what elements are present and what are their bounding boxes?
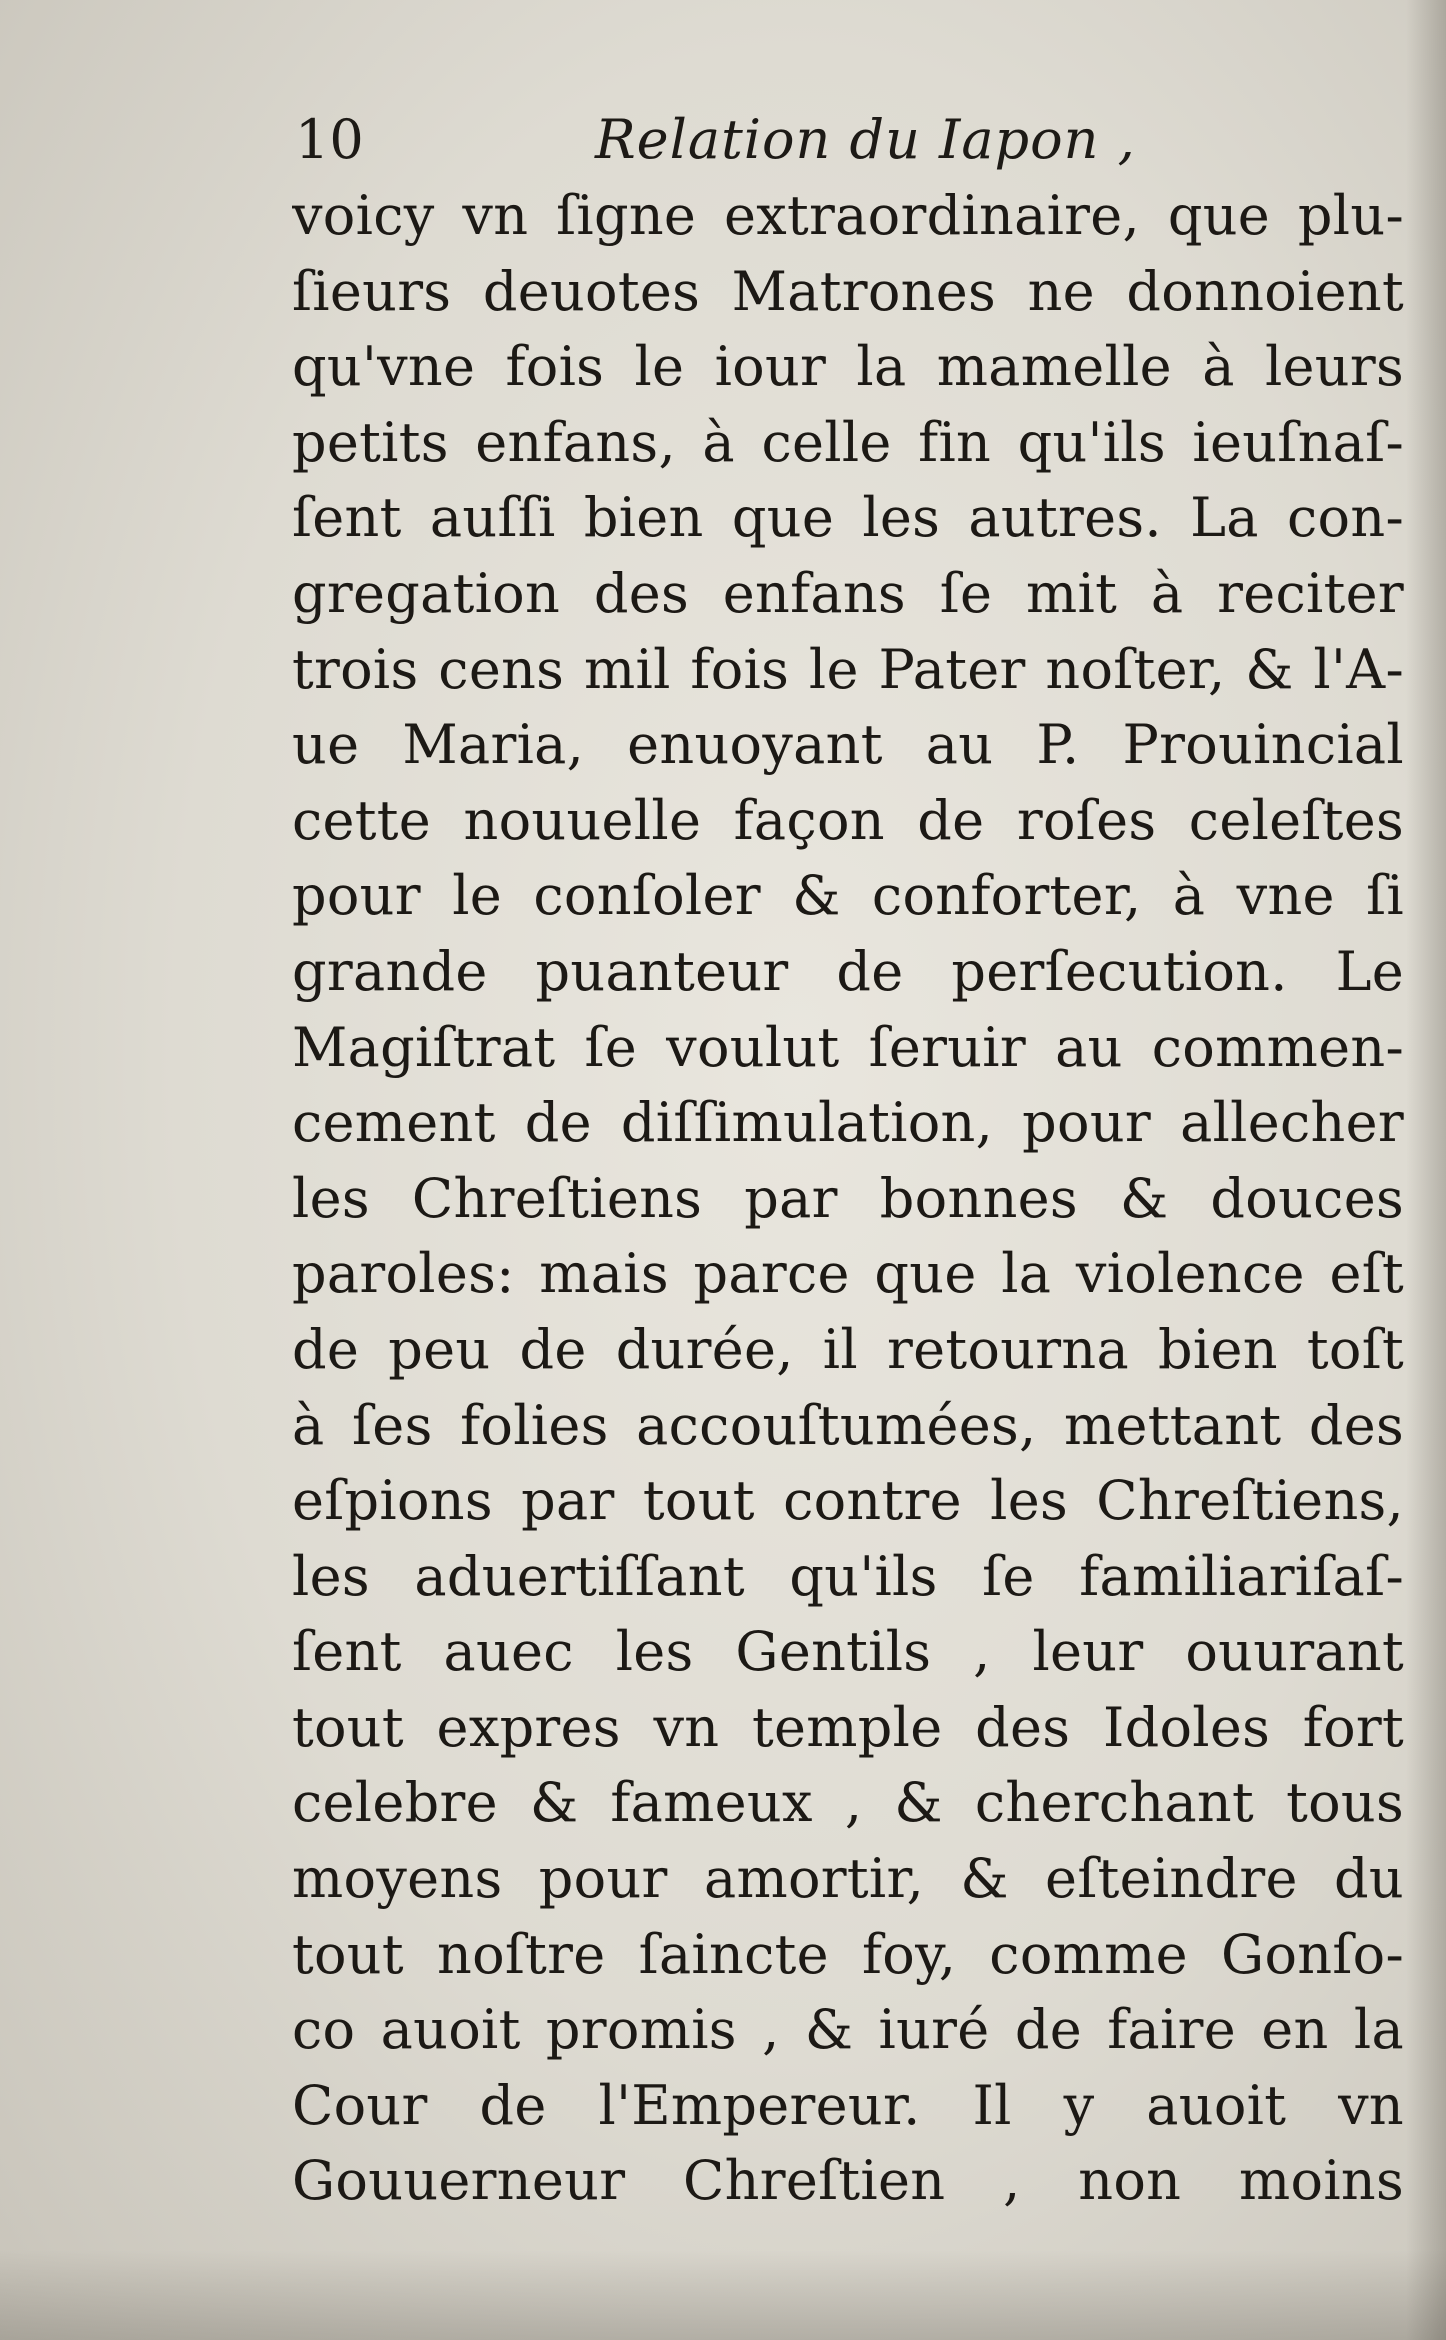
- text-line: ſieurs deuotes Matrones ne donnoient: [292, 259, 1404, 323]
- text-line: de peu de durée, il retourna bien toſt: [292, 1317, 1404, 1381]
- text-line: ſent auec les Gentils , leur ouurant: [292, 1620, 1404, 1684]
- text-line: celebre & fameux , & cherchant tous: [292, 1771, 1404, 1835]
- text-line: Magiſtrat ſe voulut ſeruir au commen-: [292, 1015, 1404, 1079]
- text-line: ue Maria, enuoyant au P. Prouincial: [292, 713, 1404, 777]
- page-shadow-right: [1406, 0, 1446, 2340]
- text-line: cement de diſſimulation, pour allecher: [292, 1091, 1404, 1155]
- page-header: [295, 105, 1405, 175]
- text-line: paroles: mais parce que la violence eſt: [292, 1242, 1404, 1306]
- text-line: les Chreſtiens par bonnes & douces: [292, 1166, 1404, 1230]
- text-line: les aduertiſſant qu'ils ſe familiariſaſ-: [292, 1544, 1404, 1608]
- text-line: tout noſtre ſaincte foy, comme Gonſo-: [292, 1922, 1404, 1986]
- text-line: grande puanteur de perſecution. Le: [292, 939, 1404, 1003]
- text-line: eſpions par tout contre les Chreſtiens,: [292, 1469, 1404, 1533]
- text-line: co auoit promis , & iuré de faire en la: [292, 1998, 1404, 2062]
- running-head: Relation du Iapon ,: [595, 108, 1136, 171]
- body-text: [292, 178, 1404, 2219]
- text-line: gregation des enfans ſe mit à reciter: [292, 561, 1404, 625]
- text-line: Cour de l'Empereur. Il y auoit vn: [292, 2073, 1404, 2137]
- text-line: à ſes folies accouſtumées, mettant des: [292, 1393, 1404, 1457]
- text-line: trois cens mil fois le Pater noſter, & l'A-: [292, 637, 1404, 701]
- text-line: tout expres vn temple des Idoles fort: [292, 1695, 1404, 1759]
- text-line: ſent auſſi bien que les autres. La con-: [292, 486, 1404, 550]
- page-shadow-bottom: [0, 2250, 1446, 2340]
- text-line: voicy vn ſigne extraordinaire, que plu-: [292, 184, 1404, 247]
- text-line: moyens pour amortir, & eſteindre du: [292, 1847, 1404, 1911]
- text-line: Gouuerneur Chreſtien , non moins: [292, 2149, 1404, 2213]
- page-number: 10: [295, 108, 364, 171]
- text-line: qu'vne fois le iour la mamelle à leurs: [292, 335, 1404, 399]
- text-line: pour le conſoler & conforter, à vne ſi: [292, 864, 1404, 928]
- text-line: cette nouuelle façon de roſes celeſtes: [292, 788, 1404, 852]
- text-line: petits enfans, à celle fin qu'ils ieuſnaſ-: [292, 410, 1404, 474]
